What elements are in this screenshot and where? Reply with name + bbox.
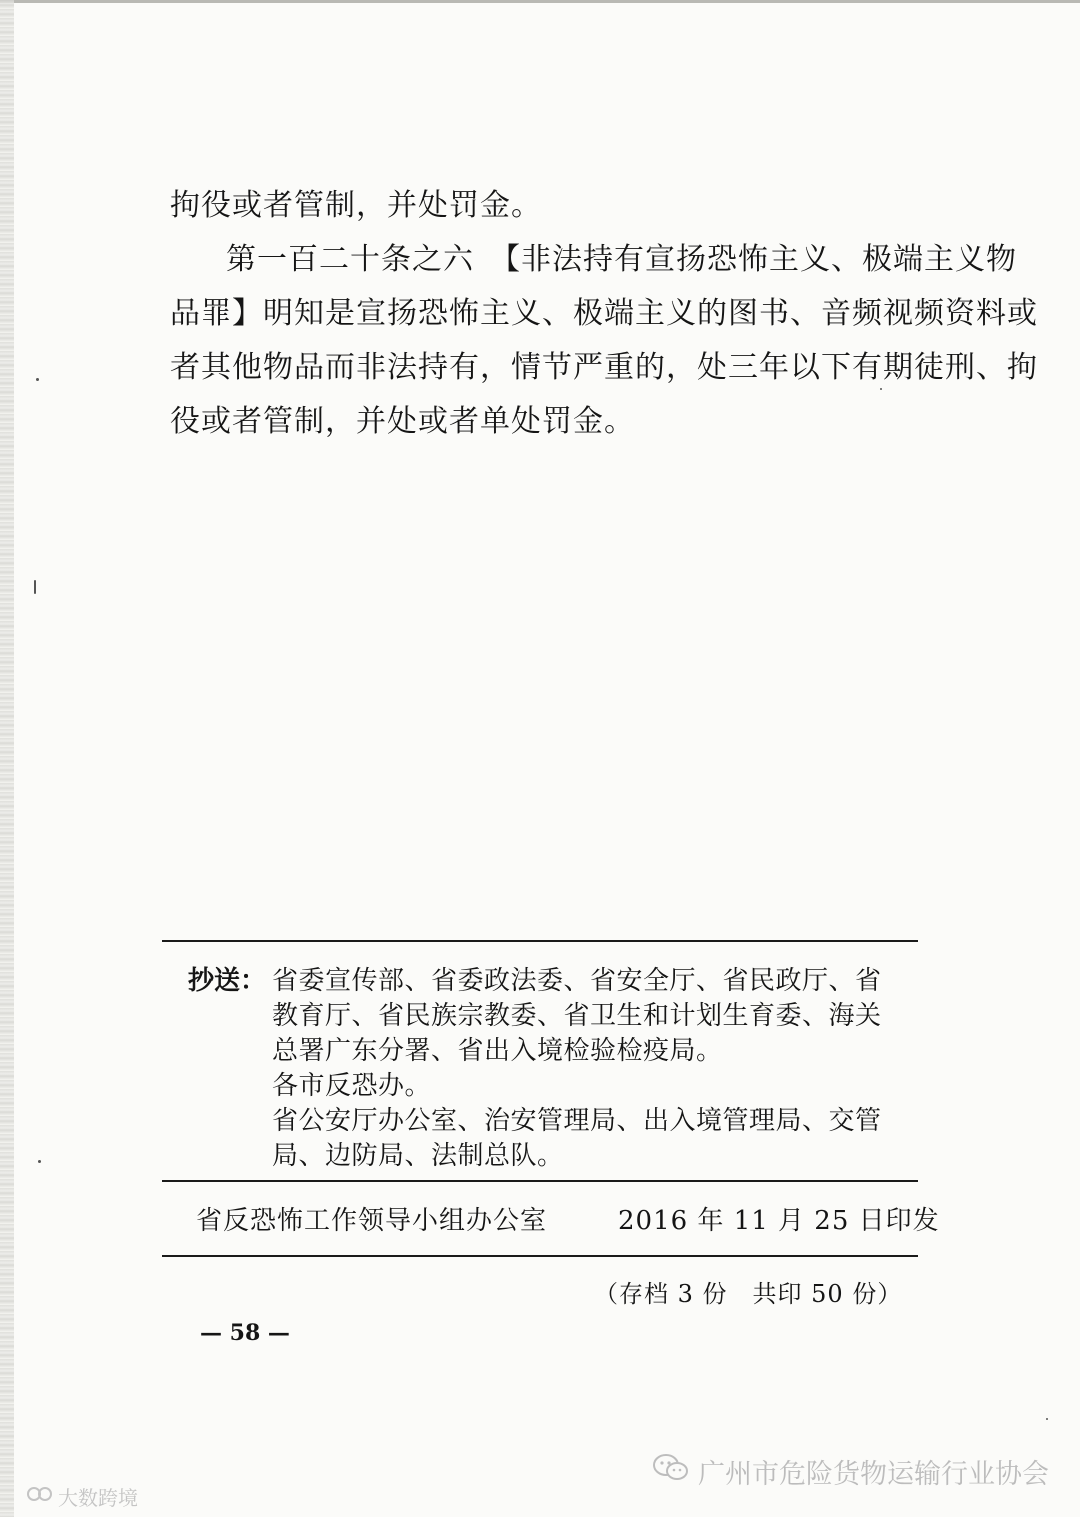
divider-top <box>162 940 918 942</box>
watermark-right-text: 广州市危险货物运输行业协会 <box>698 1459 1049 1490</box>
watermark-right <box>652 1452 1049 1491</box>
scan-speck <box>38 1160 41 1163</box>
cc-line-4: 各市反恐办。 <box>272 1071 432 1101</box>
cc-line-5: 省公安厅办公室、治安管理局、出入境管理局、交管 <box>272 1106 882 1136</box>
body-line-2: 第一百二十条之六 【非法持有宣扬恐怖主义、极端主义物 <box>226 242 1017 277</box>
watermark-left <box>26 1482 138 1511</box>
issue-date: 2016 年 11 月 25 日印发 <box>618 1206 940 1236</box>
wechat-icon <box>652 1453 690 1490</box>
body-line-1: 拘役或者管制，并处罚金。 <box>170 188 542 223</box>
body-line-3: 品罪】明知是宣扬恐怖主义、极端主义的图书、音频视频资料或 <box>170 296 1038 331</box>
body-line-5: 役或者管制，并处或者单处罚金。 <box>170 404 635 439</box>
watermark-left-text: 大数跨境 <box>58 1486 138 1510</box>
cc-line-3: 总署广东分署、省出入境检验检疫局。 <box>272 1036 723 1066</box>
divider-middle <box>162 1180 918 1182</box>
divider-bottom <box>162 1255 918 1257</box>
cc-label: 抄送： <box>188 966 267 996</box>
scan-top-edge <box>0 0 1080 3</box>
scan-speck <box>1046 1418 1048 1420</box>
cc-line-2: 教育厅、省民族宗教委、省卫生和计划生育委、海关 <box>272 1001 882 1031</box>
scan-speck <box>34 580 36 594</box>
issuer: 省反恐怖工作领导小组办公室 <box>196 1206 548 1236</box>
body-line-4: 者其他物品而非法持有，情节严重的，处三年以下有期徒刑、拘 <box>170 350 1038 385</box>
scan-speck <box>36 378 39 381</box>
copies-note: （存档 3 份 共印 50 份） <box>594 1280 903 1308</box>
cc-line-6: 局、边防局、法制总队。 <box>272 1141 564 1171</box>
cc-line-1: 省委宣传部、省委政法委、省安全厅、省民政厅、省 <box>272 966 882 996</box>
scan-left-edge <box>0 0 14 1517</box>
scan-speck <box>880 388 882 390</box>
logo-icon <box>26 1484 54 1509</box>
page-number: — 58 — <box>200 1320 290 1346</box>
